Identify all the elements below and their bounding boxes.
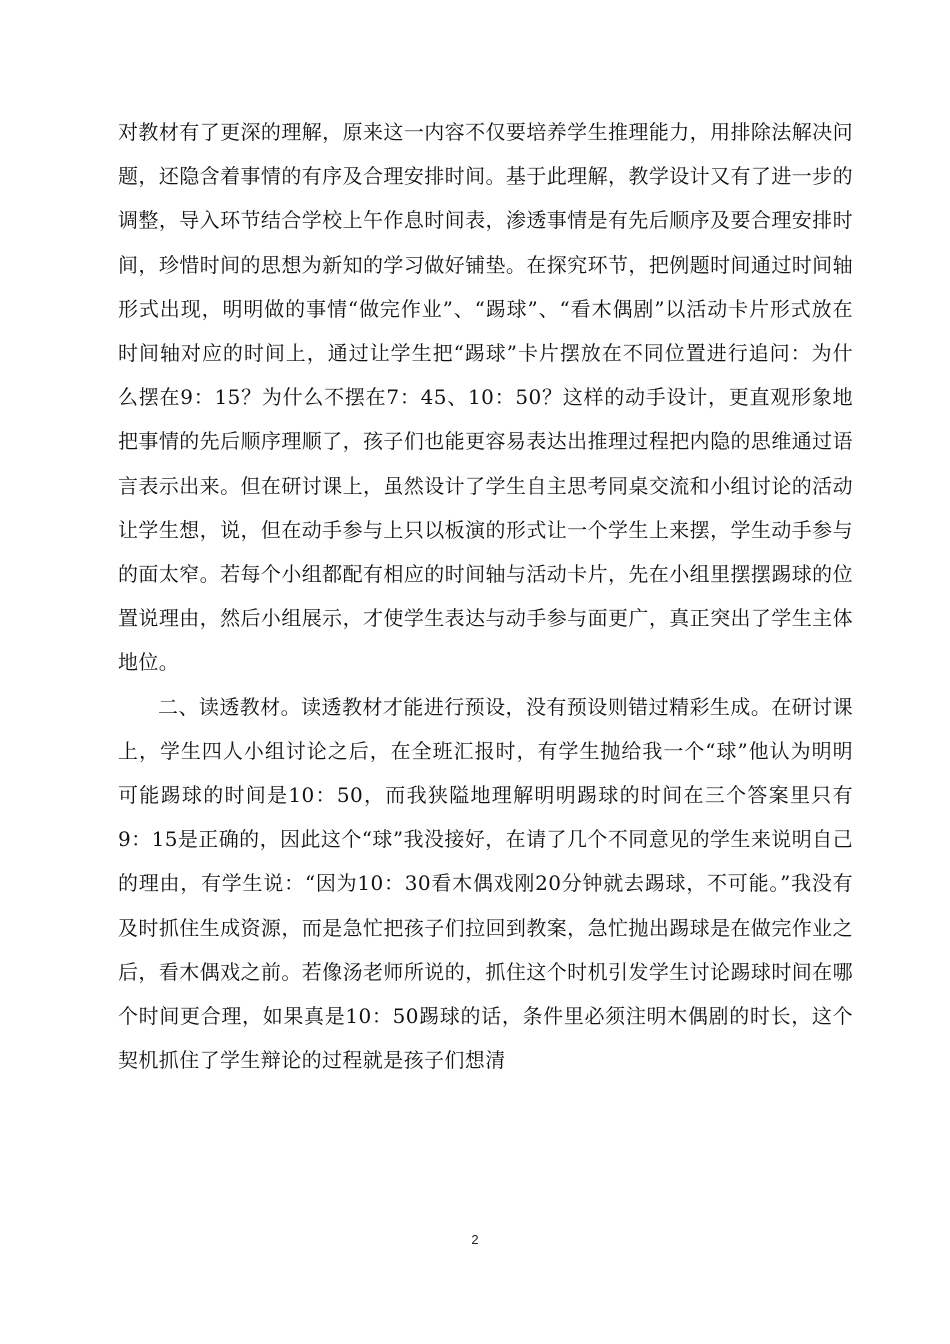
body-text (118, 110, 853, 1082)
page-number: 2 (471, 1232, 479, 1247)
paragraph-section-two: 二、读透教材。读透教材才能进行预设，没有预设则错过精彩生成。在研讨课上，学生四人小组讨论之后，在全班汇报时，有学生抛给我一个“球”他认为明明可能踢球的时间是10：50，而我狭隘地理解明明踢球的时间在三个答案里只有9：15是正确的，因此这个“球”我没接好，在请了几个不同意见的学生来说明自己的理由，有学生说：“因为10：30看木偶戏刚20分钟就去踢球，不可能。”我没有及时抓住生成资源，而是急忙把孩子们拉回到教案，急忙抛出踢球是在做完作业之后，看木偶戏之前。若像汤老师所说的，抓住这个时机引发学生讨论踢球时间在哪个时间更合理，如果真是10：50踢球的话，条件里必须注明木偶剧的时长，这个契机抓住了学生辩论的过程就是孩子们想清 (118, 694, 853, 1073)
paragraph-continuation: 对教材有了更深的理解，原来这一内容不仅要培养学生推理能力，用排除法解决问题，还隐含着事情的有序及合理安排时间。基于此理解，教学设计又有了进一步的调整，导入环节结合学校上午作息时间表，渗透事情是有先后顺序及要合理安排时间，珍惜时间的思想为新知的学习做好铺垫。在探究环节，把例题时间通过时间轴形式出现，明明做的事情“做完作业”、“踢球”、“看木偶剧”以活动卡片形式放在时间轴对应的时间上，通过让学生把“踢球”卡片摆放在不同位置进行追问：为什么摆在9：15？为什么不摆在7：45、10：50？这样的动手设计，更直观形象地把事情的先后顺序理顺了，孩子们也能更容易表达出推理过程把内隐的思维通过语言表示出来。但在研讨课上，虽然设计了学生自主思考同桌交流和小组讨论的活动让学生想，说，但在动手参与上只以板演的形式让一个学生上来摆，学生动手参与的面太窄。若每个小组都配有相应的时间轴与活动卡片，先在小组里摆摆踢球的位置说理由，然后小组展示，才使学生表达与动手参与面更广，真正突出了学生主体地位。 (118, 120, 853, 675)
